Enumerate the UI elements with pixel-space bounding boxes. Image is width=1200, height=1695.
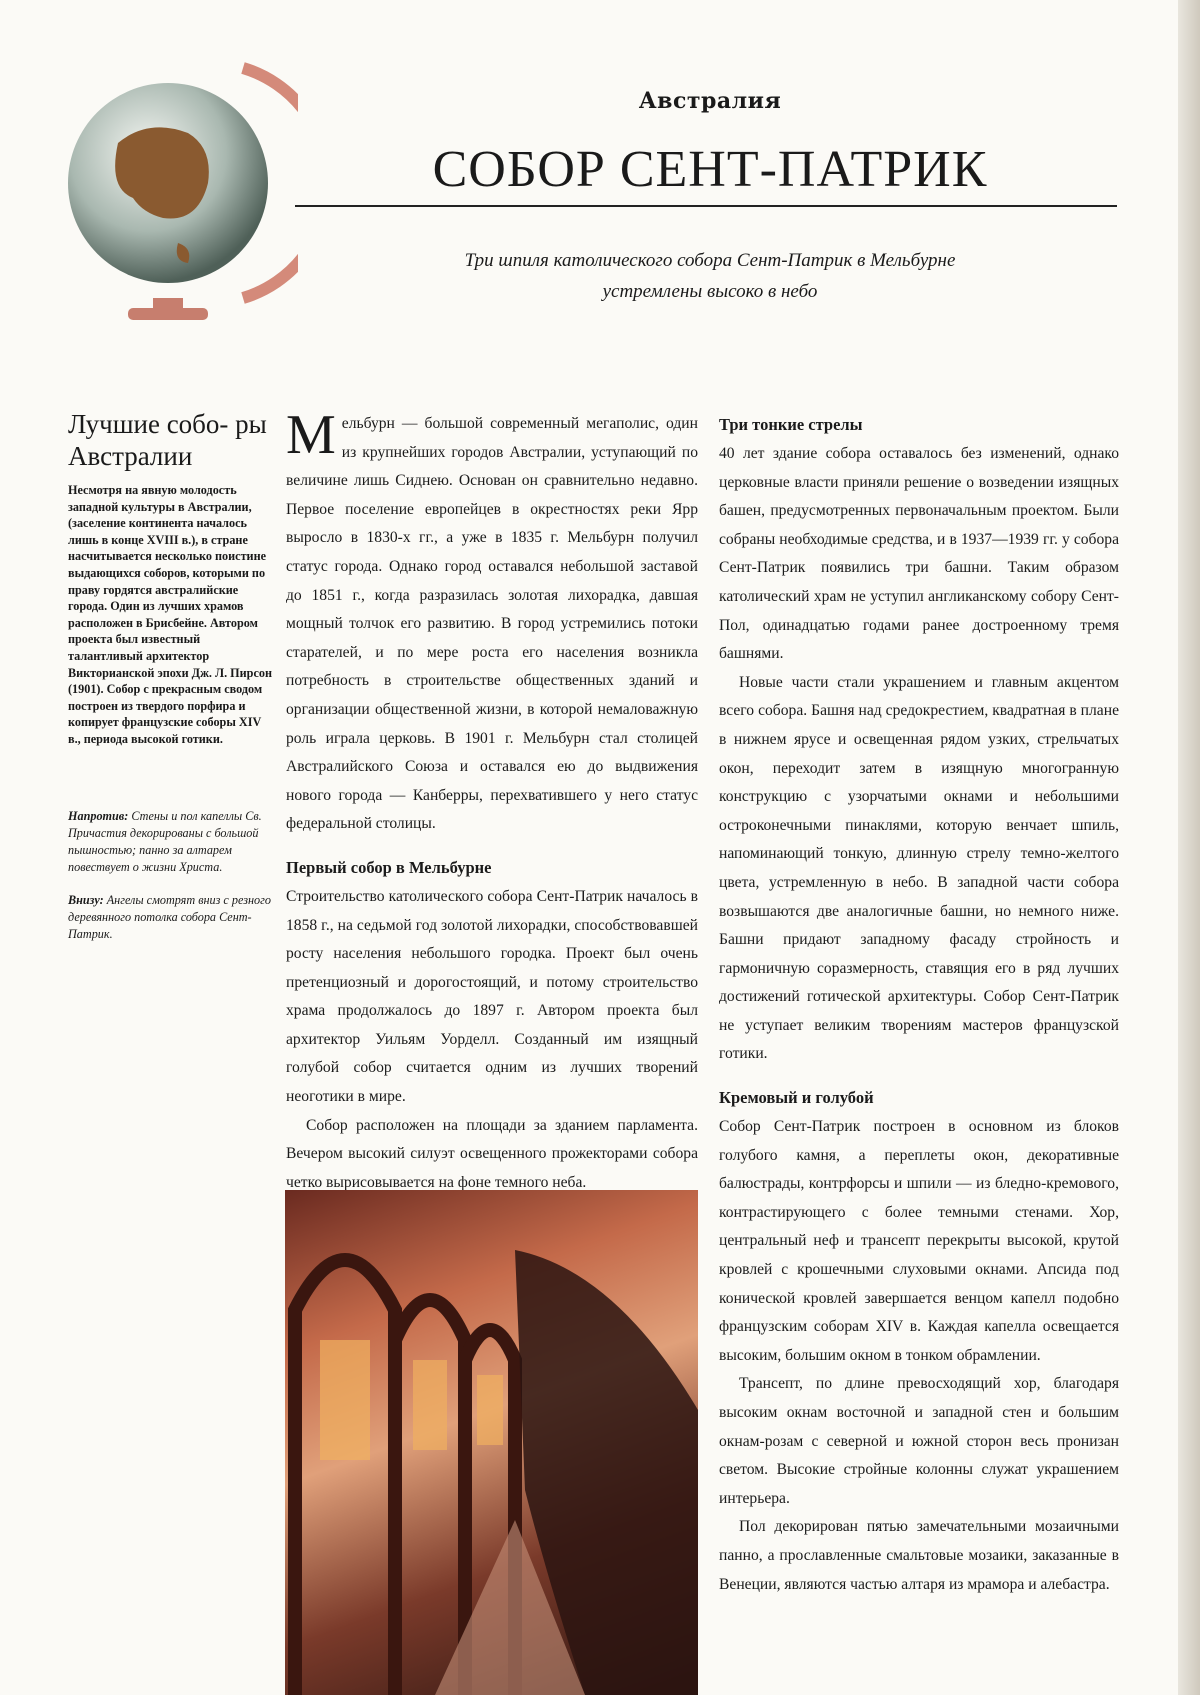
- section-heading: Первый собор в Мельбурне: [286, 853, 698, 883]
- globe-illustration: [58, 48, 298, 348]
- section-heading: Три тонкие стрелы: [719, 410, 1119, 440]
- arches-illustration: [285, 1190, 698, 1695]
- caption-below: [68, 892, 273, 943]
- sidebar: [68, 408, 273, 943]
- paragraph: 40 лет здание собора оставалось без изменений, однако церковные власти приняли решение о возведении изящных башен, предусмотренных первоначальным проектом. Были собраны необходимые средства, и в 1937—1939 гг. у собора Сент-Патрик появились три башни. Таким образом католический храм не уступил англиканскому собору Сент-Пол, одинадцатью годами ранее достроенному тремя башнями.: [719, 440, 1119, 669]
- caption-text: Стены и пол капеллы Св. Причастия декорированы с большой пышностью; панно за алтарем повествует о жизни Христа.: [68, 809, 262, 874]
- paragraph: Новые части стали украшением и главным акцентом всего собора. Башня над средокрестием, квадратная в плане в нижнем ярусе и освещенная рядом узких, стрельчатых окон, переходит затем в изящную многогранную конструкцию с узорчатыми окнами и небольшими остроконечными пинаклями, которую венчает шпиль, напоминающий тонкую, длинную стрелу темно-желтого цвета, устремленную в небо. В западной части собора возвышаются две аналогичные башни, но немного ниже. Башни придают западному фасаду стройность и гармоничную соразмерность, ставящия его в ряд лучших достижений готической архитектуры. Собор Сент-Патрик не уступает великим творениям мастеров французской готики.: [719, 669, 1119, 1069]
- intro-text: ельбурн — большой современный мегаполис, один из крупнейших городов Австралии, уступающий по величине лишь Сиднею. Основан он сравнительно недавно. Первое поселение европейцев в окрестностях реки Ярр выросло в 1830-х гг., а уже в 1835 г. Мельбурн получил статус города. Однако город оставался небольшой заставой до 1851 г., когда разразилась золотая лихорадка, давшая мощный толчок его развитию. В город устремились потоки старателей, и по мере роста его населения возникла потребность в строительстве общественных зданий и организации общественной жизни, в которой немаловажную роль играла церковь. В 1901 г. Мельбурн стал столицей Австралийского Союза и оставался ею до выдвижения нового города — Канберры, перехватившего у него статус федеральной столицы.: [286, 415, 698, 832]
- caption-label: Напротив:: [68, 809, 128, 823]
- title-rule: [295, 205, 1117, 207]
- page-edge: [1178, 0, 1200, 1695]
- drop-cap: М: [286, 413, 336, 457]
- country-kicker: Австралия: [300, 88, 1120, 114]
- subtitle-line: Три шпиля католического собора Сент-Патрик в Мельбурне: [300, 245, 1120, 276]
- subtitle: [300, 245, 1120, 307]
- caption-label: Внизу:: [68, 893, 104, 907]
- cathedral-interior-photo: [285, 1190, 698, 1695]
- section-heading: Кремовый и голубой: [719, 1083, 1119, 1113]
- paragraph: Пол декорирован пятью замечательными мозаичными панно, а прославленные смальтовые мозаики, заказанные в Венеции, являются частью алтаря из мрамора и алебастра.: [719, 1513, 1119, 1599]
- paragraph: Трансепт, по длине превосходящий хор, благодаря высоким окнам восточной и западной стен и большим окнам-розам с северной и южной сторон весь пронизан светом. Высокие стройные колонны служат украшением интерьера.: [719, 1370, 1119, 1513]
- paragraph: Строительство католического собора Сент-Патрик началось в 1858 г., на седьмой год золотой лихорадки, способствовавшей росту населения небольшого городка. Проект был очень претенциозный и дорогостоящий, и потому строительство храма продолжалось до 1897 г. Автором проекта был архитектор Уильям Уорделл. Созданный им изящный голубой собор считается одним из лучших творений неоготики в мире.: [286, 883, 698, 1112]
- caption-text: Ангелы смотрят вниз с резного деревянного потолка собора Сент-Патрик.: [68, 893, 271, 941]
- page-title: СОБОР СЕНТ-ПАТРИК: [300, 140, 1120, 199]
- subtitle-line: устремлены высоко в небо: [300, 276, 1120, 307]
- article-column-2: [719, 410, 1119, 1599]
- paragraph: Собор Сент-Патрик построен в основном из блоков голубого камня, а переплеты окон, декоративные балюстрады, контрфорсы и шпили — из бледно-кремового, контрастирующего с более темными стенами. Хор, центральный неф и трансепт перекрыты высокой, крутой кровлей с крошечными слуховыми окнами. Апсида под конической кровлей завершается венцом капелл подобно французским соборам XIV в. Каждая капелла освещается высоким, большим окном в тонком обрамлении.: [719, 1113, 1119, 1370]
- sidebar-text: Несмотря на явную молодость западной культуры в Австралии, (заселение континента началось лишь в конце XVIII в.), в стране насчитывается несколько поистине выдающихся соборов, которыми по праву гордятся австралийские города. Один из лучших храмов расположен в Брисбейне. Автором проекта был известный талантливый архитектор Викторианской эпохи Дж. Л. Пирсон (1901). Собор с прекрасным сводом построен из твердого порфира и копирует французские соборы XIV в., периода высокой готики.: [68, 482, 273, 748]
- paragraph: Собор расположен на площади за зданием парламента. Вечером высокий силуэт освещенного прожекторами собора четко вырисовывается на фоне темного неба.: [286, 1112, 698, 1198]
- sidebar-heading: Лучшие собо- ры Австралии: [68, 408, 273, 472]
- caption-opposite: [68, 808, 273, 876]
- article-column-1: [286, 410, 698, 1197]
- intro-paragraph: [286, 410, 698, 839]
